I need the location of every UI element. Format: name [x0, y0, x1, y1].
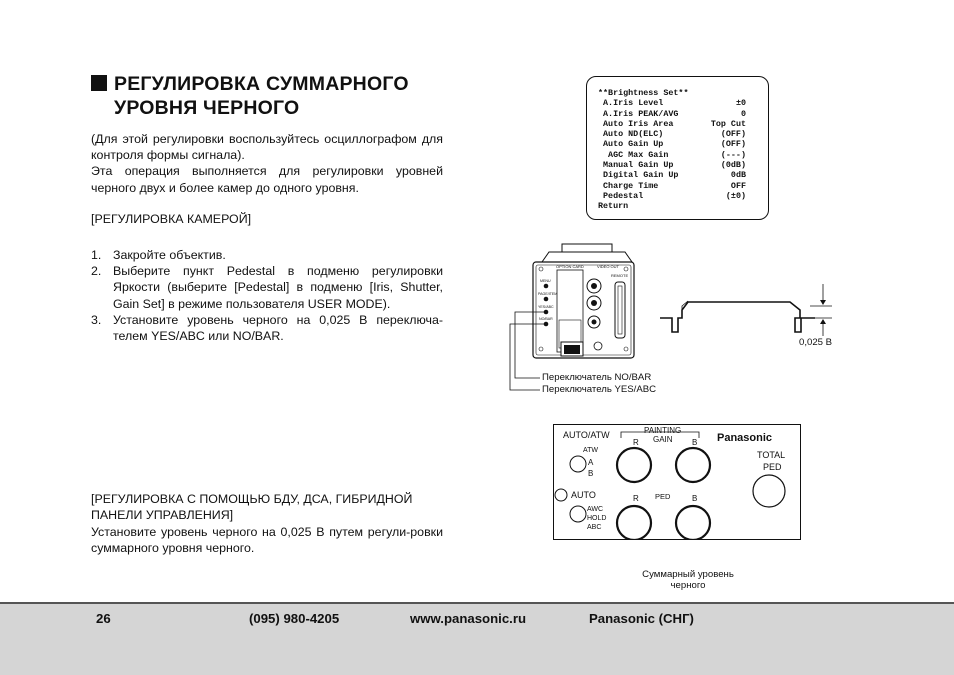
- intro-paragraph-1: (Для этой регулировки воспользуйтесь осциллографом для контроля формы сигнала).: [91, 132, 443, 163]
- b-label: B: [588, 469, 594, 478]
- total-label: TOTAL: [757, 450, 786, 460]
- brightness-menu: [598, 88, 746, 212]
- total-ped-label: PED: [763, 462, 782, 472]
- ped-r-label: R: [633, 494, 639, 503]
- title-line-2: УРОВНЯ ЧЕРНОГО: [114, 97, 300, 119]
- step-number: 1.: [91, 248, 102, 262]
- menu-row: Auto Iris Area Top Cut: [598, 118, 746, 129]
- camera-section-heading: [РЕГУЛИРОВКА КАМЕРОЙ]: [91, 212, 252, 226]
- ped-r-knob[interactable]: [617, 506, 651, 540]
- gain-b-knob[interactable]: [676, 448, 710, 482]
- remote-label: REMOTE: [611, 273, 629, 278]
- control-panel-drawing: [553, 424, 801, 540]
- menu-row: A.Iris PEAK/AVG 0: [598, 108, 746, 119]
- awc-label: AWC: [587, 506, 604, 513]
- callout-yes-abc-text: Переключатель YES/ABC: [542, 384, 657, 395]
- menu-title: **Brightness Set**: [598, 88, 689, 98]
- ped-label: PED: [655, 492, 671, 501]
- ped-b-label: B: [692, 494, 698, 503]
- intro-text: [91, 131, 443, 196]
- footer-website[interactable]: www.panasonic.ru: [410, 611, 527, 626]
- gain-r-label: R: [633, 438, 639, 447]
- menu-row: Auto ND(ELC) (OFF): [598, 129, 746, 140]
- video-out-label: VIDEO OUT: [597, 264, 620, 269]
- auto-atw-label: AUTO/ATW: [563, 430, 610, 440]
- remote-section-heading: [РЕГУЛИРОВКА С ПОМОЩЬЮ БДУ, ДСА, ГИБРИДНОЙ ПАНЕЛИ УПРАВЛЕНИЯ]: [91, 492, 413, 523]
- step-text: Выберите пункт Pedestal в подменю регулировки Яркости (выберите [Pedestal] в подменю [Iris, Shutter, Gain Set] в режиме пользователя USER MODE).: [113, 264, 443, 311]
- step-number: 2.: [91, 264, 102, 279]
- menu-return: Return: [598, 201, 629, 212]
- gain-label: GAIN: [653, 435, 673, 444]
- a-label: A: [588, 458, 594, 467]
- menu-row: Manual Gain Up (0dB): [598, 160, 746, 171]
- panasonic-logo: Panasonic: [717, 432, 773, 444]
- footer-company: Panasonic (СНГ): [589, 611, 694, 626]
- awc-abc-button[interactable]: [570, 506, 586, 522]
- menu-row: A.Iris Level ±0: [598, 98, 746, 109]
- menu-row: AGC Max Gain (---): [598, 149, 746, 160]
- remote-section-body: Установите уровень черного на 0,025 В путем регули-ровки суммарного уровня черного.: [91, 525, 443, 556]
- step-text: Установите уровень черного на 0,025 В переключа-телем YES/ABC или NO/BAR.: [113, 312, 443, 344]
- panel-caption-line-2: черного: [670, 580, 706, 591]
- steps-list: [91, 247, 443, 344]
- menu-switch-label: MENU: [540, 279, 551, 283]
- step-number: 3.: [91, 312, 102, 327]
- title-line-1: РЕГУЛИРОВКА СУММАРНОГО: [114, 73, 409, 95]
- square-bullet-icon: [91, 75, 107, 91]
- menu-row: Charge Time OFF: [598, 180, 746, 191]
- ped-b-knob[interactable]: [676, 506, 710, 540]
- page-item-label: PAGE/ITEM: [538, 292, 558, 296]
- menu-row: Digital Gain Up 0dB: [598, 170, 746, 181]
- yes-abc-small-label: YES/ABC: [538, 305, 554, 309]
- total-ped-knob[interactable]: [753, 475, 785, 507]
- painting-label: PAINTING: [644, 426, 682, 435]
- intro-paragraph-2: Эта операция выполняется для регулировки уровней черного двух и более камер до одного уровня.: [91, 164, 443, 195]
- option-card-label: OPTION CARD: [556, 264, 584, 269]
- footer-phone: (095) 980-4205: [249, 611, 340, 626]
- abc-label: ABC: [587, 524, 602, 531]
- list-item: [91, 247, 443, 263]
- no-bar-small-label: NO/BAR: [539, 317, 553, 321]
- waveform-level-label: 0,025 В: [799, 337, 833, 348]
- step-text: Закройте объектив.: [113, 248, 226, 262]
- auto-button[interactable]: [555, 489, 567, 501]
- waveform-signal: [660, 302, 815, 332]
- page-number: 26: [96, 611, 111, 626]
- auto-label: AUTO: [571, 490, 596, 500]
- gain-r-knob[interactable]: [617, 448, 651, 482]
- gain-b-label: B: [692, 438, 698, 447]
- list-item: [91, 312, 443, 344]
- hold-label: HOLD: [587, 515, 607, 522]
- waveform-diagram: [660, 280, 840, 340]
- auto-atw-button[interactable]: [570, 456, 586, 472]
- panel-caption: [608, 569, 768, 591]
- menu-row: Pedestal (±0): [598, 190, 746, 201]
- menu-row: Auto Gain Up (OFF): [598, 139, 746, 150]
- callout-no-bar-text: Переключатель NO/BAR: [542, 372, 652, 383]
- atw-label: ATW: [583, 447, 599, 454]
- page-title: [91, 72, 409, 120]
- list-item: [91, 263, 443, 312]
- panel-caption-line-1: Суммарный уровень: [642, 569, 734, 580]
